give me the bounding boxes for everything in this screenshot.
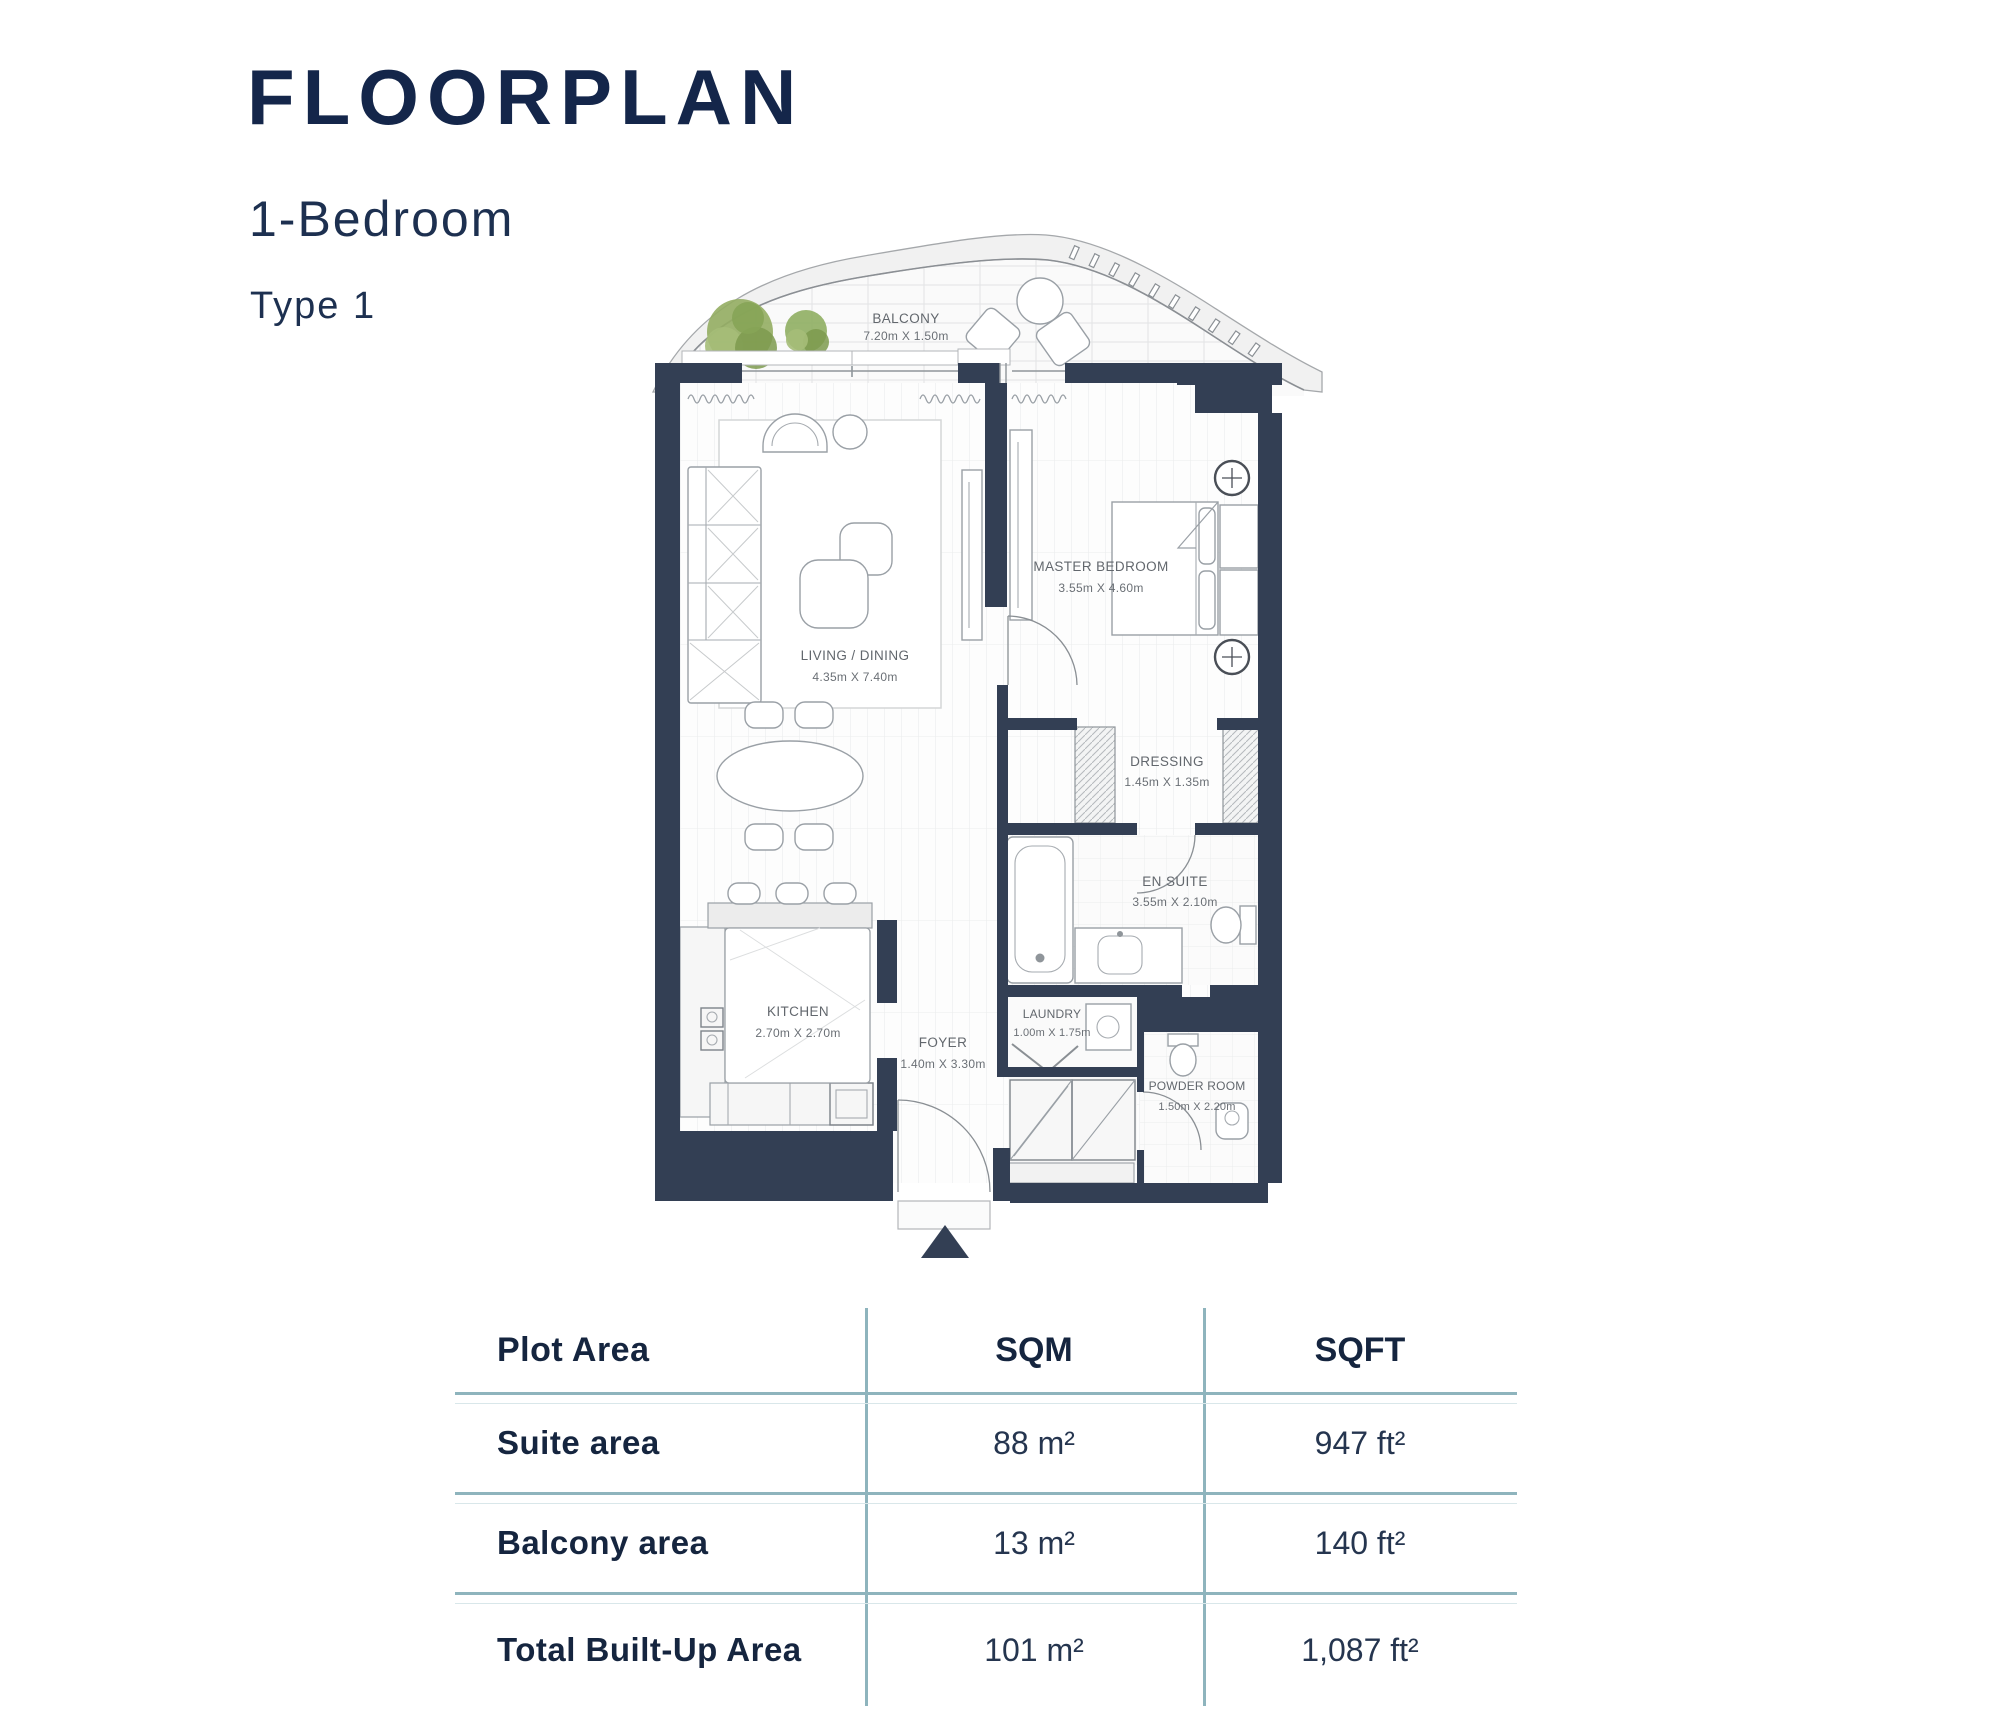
foyer-dims: 1.40m X 3.30m [900,1057,986,1071]
bar-stools [728,883,856,904]
page-title: FLOORPLAN [247,53,805,141]
sofa [688,467,761,703]
toilet [1211,906,1256,944]
closet-shelf [1008,1163,1134,1183]
table-row-sqft: 1,087 ft² [1301,1631,1419,1668]
table-row-label: Suite area [497,1424,660,1461]
page-subtitle: 1-Bedroom [249,191,515,247]
balcony-label: BALCONY [872,311,940,326]
table-row-sqm: 13 m² [993,1524,1075,1561]
nightstand [1220,505,1258,568]
master-label: MASTER BEDROOM [1033,559,1169,574]
table-row-sqft: 947 ft² [1314,1424,1406,1461]
wardrobe [1075,727,1115,823]
ensuite-dims: 3.55m X 2.10m [1132,895,1218,909]
floorplan-drawing [640,195,1330,1305]
bedroom-dresser [1010,430,1032,620]
laundry-dims: 1.00m X 1.75m [1013,1027,1091,1039]
powder-dims: 1.50m X 2.20m [1158,1101,1236,1113]
side-table [833,415,867,449]
table-row-sqm: 88 m² [993,1424,1075,1461]
dressing-label: DRESSING [1130,754,1204,769]
balcony-dims: 7.20m X 1.50m [863,329,949,343]
kitchen-dims: 2.70m X 2.70m [755,1026,841,1040]
tv-console [962,470,982,640]
living-dims: 4.35m X 7.40m [812,670,898,684]
room-kitchen [680,883,873,1125]
master-dims: 3.55m X 4.60m [1058,581,1144,595]
breakfast-bar [708,903,872,928]
table-header-sqm: SQM [995,1330,1073,1369]
ceiling-lamp-icon [1215,461,1249,495]
vanity-sink [1075,928,1182,983]
washing-machine [1086,1004,1131,1050]
kitchen-label: KITCHEN [766,1004,830,1019]
foyer-label: FOYER [918,1035,968,1050]
table-header-plot-area: Plot Area [497,1330,650,1369]
table-row-label: Balcony area [497,1524,709,1561]
toilet [1168,1034,1198,1076]
living-label: LIVING / DINING [800,648,910,663]
ceiling-lamp-icon [1215,640,1249,674]
entry-step [898,1201,990,1229]
table-row-sqm: 101 m² [984,1631,1084,1668]
kitchen-counter-bottom [710,1083,873,1125]
ensuite-label: EN SUITE [1142,874,1208,889]
area-table [455,1308,1517,1706]
powder-label: POWDER ROOM [1148,1079,1246,1093]
table-header-sqft: SQFT [1314,1330,1406,1369]
entrance-marker [921,1225,969,1258]
table-row-label: Total Built-Up Area [497,1631,802,1668]
laundry-label: LAUNDRY [1022,1007,1082,1021]
nightstand [1220,570,1258,635]
wardrobe [1223,727,1262,823]
type-label: Type 1 [250,285,377,327]
table-row-sqft: 140 ft² [1314,1524,1406,1561]
bathtub [1007,837,1073,983]
dressing-dims: 1.45m X 1.35m [1124,775,1210,789]
